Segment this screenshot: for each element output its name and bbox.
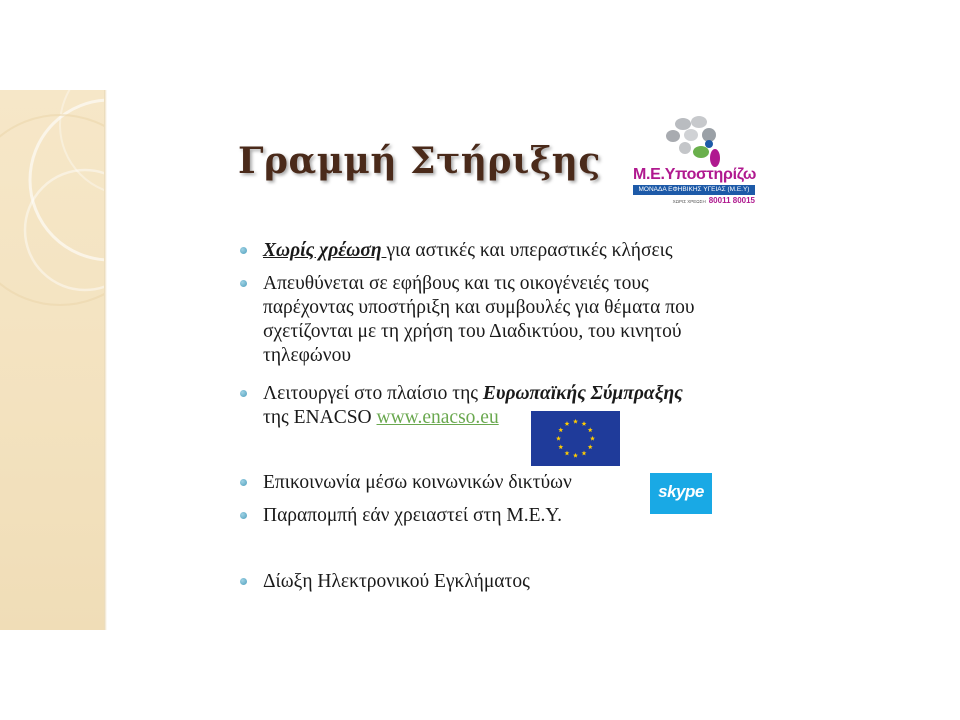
eu-star <box>573 419 578 424</box>
bullet-emphasis: Ευρωπαϊκής Σύμπραξης <box>482 383 683 404</box>
bullet-marker <box>240 578 247 585</box>
bullet-item: Παραπομπή εάν χρειαστεί στη Μ.Ε.Υ. <box>263 505 562 526</box>
eu-star <box>558 427 563 432</box>
eu-star <box>590 436 595 441</box>
bullet-item: Επικοινωνία μέσω κοινωνικών δικτύων <box>263 472 572 493</box>
enacso-link[interactable]: www.enacso.eu <box>376 407 499 428</box>
eu-star <box>588 427 593 432</box>
bullet-item: Δίωξη Ηλεκτρονικού Εγκλήματος <box>263 571 530 592</box>
bullet-marker <box>240 247 247 254</box>
logo-subtitle: ΜΟΝΑΔΑ ΕΦΗΒΙΚΗΣ ΥΓΕΙΑΣ (Μ.Ε.Υ) <box>633 185 755 195</box>
bullet-item-continuation: τηλεφώνου <box>263 345 351 366</box>
bullet-marker <box>240 479 247 486</box>
eu-flag-image <box>531 411 620 466</box>
eu-star <box>556 436 561 441</box>
bullet-item-continuation <box>263 406 499 429</box>
bullet-marker <box>240 390 247 397</box>
bullet-text: Λειτουργεί στο πλαίσιο της <box>263 383 483 404</box>
bullet-text: για αστικές και υπεραστικές κλήσεις <box>386 240 673 261</box>
bullet-item-continuation: σχετίζονται με τη χρήση του Διαδικτύου, του κινητού <box>263 321 682 342</box>
eu-star <box>582 451 587 456</box>
bullet-emphasis: Χωρίς χρέωση <box>263 240 387 261</box>
skype-logo-text: skype <box>658 482 704 501</box>
logo-phone-prefix: ΧΩΡΙΣ ΧΡΕΩΣΗ <box>672 199 706 204</box>
bullet-item: Απευθύνεται σε εφήβους και τις οικογένειές τους <box>263 273 649 294</box>
skype-logo <box>650 473 712 514</box>
eu-star <box>588 444 593 449</box>
eu-star <box>558 444 563 449</box>
bullet-marker <box>240 280 247 287</box>
bullet-text: της ENACSO <box>263 407 377 428</box>
eu-star <box>565 421 570 426</box>
bullet-marker <box>240 512 247 519</box>
logo-phone-number: 80011 80015 <box>708 196 755 205</box>
bullet-item <box>263 239 673 262</box>
bullet-item-continuation: παρέχοντας υποστήριξη και συμβουλές για θέματα που <box>263 297 695 318</box>
bullet-item <box>263 382 683 405</box>
logo-brand-text: Μ.Ε.Υποστηρίζω <box>633 166 757 183</box>
eu-stars-icon <box>531 411 620 466</box>
eu-star <box>565 451 570 456</box>
eu-star <box>582 421 587 426</box>
eu-star <box>573 453 578 458</box>
slide-title: Γραμμή Στήριξης <box>238 140 601 182</box>
